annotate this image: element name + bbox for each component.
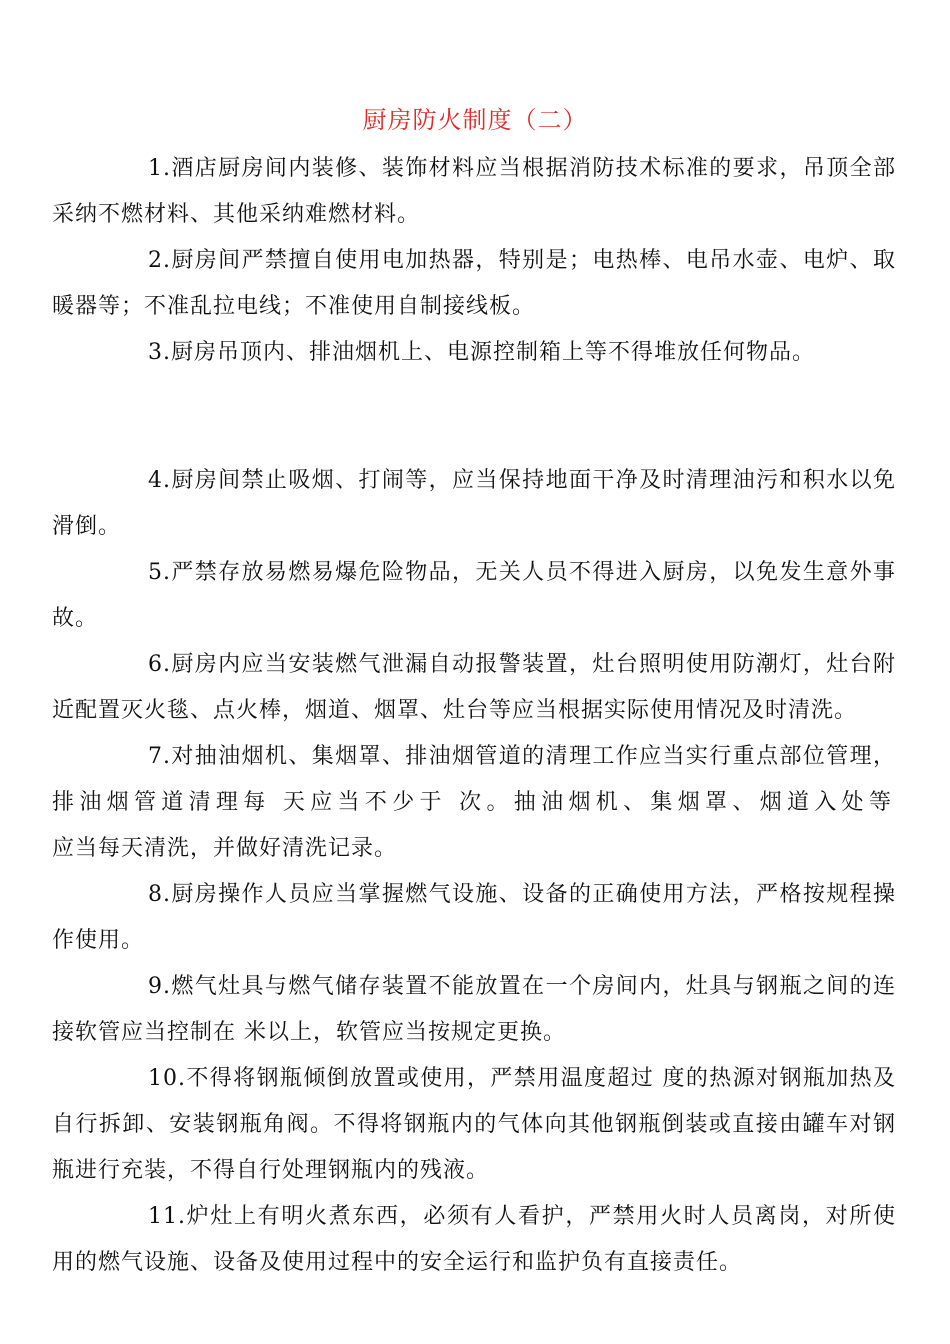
- rule-text: 炉灶上有明火煮东西，必须有人看护，严禁用火时人员离岗，对所使用的燃气设施、设备及使用过程中的安全运行和监护负有直接责任。: [52, 1204, 896, 1275]
- rule-item-1: [52, 146, 896, 238]
- rule-item-6: [52, 642, 896, 734]
- rule-item-10: [52, 1056, 896, 1194]
- rule-number: 6.: [148, 652, 171, 677]
- rule-text: 厨房操作人员应当掌握燃气设施、设备的正确使用方法，严格按规程操作使用。: [52, 882, 896, 953]
- rule-number: 5.: [148, 560, 171, 585]
- rule-text: 不得将钢瓶倾倒放置或使用，严禁用温度超过 度的热源对钢瓶加热及自行拆卸、安装钢瓶角阀。不得将钢瓶内的气体向其他钢瓶倒装或直接由罐车对钢瓶进行充装，不得自行处理钢瓶内的残液。: [52, 1066, 896, 1183]
- rule-number: 1.: [148, 156, 171, 181]
- rule-text: 厨房间禁止吸烟、打闹等，应当保持地面干净及时清理油污和积水以免滑倒。: [52, 468, 896, 539]
- rule-number: 11.: [148, 1204, 186, 1229]
- rule-text: 应当每天清洗，并做好清洗记录。: [52, 836, 398, 861]
- rule-number: 9.: [148, 974, 171, 999]
- rule-number: 3.: [148, 340, 171, 365]
- rule-item-9: [52, 964, 896, 1056]
- rule-text: 厨房间严禁擅自使用电加热器，特别是；电热棒、电吊水壶、电炉、取暖器等；不准乱拉电线；不准使用自制接线板。: [52, 248, 896, 319]
- rule-item-2: [52, 238, 896, 330]
- rule-number: 8.: [148, 882, 171, 907]
- rule-item-7: [52, 734, 896, 872]
- section-gap: [52, 376, 896, 458]
- document-title: 厨房防火制度（二）: [362, 106, 588, 134]
- rule-text: 酒店厨房间内装修、装饰材料应当根据消防技术标准的要求，吊顶全部采纳不燃材料、其他采纳难燃材料。: [52, 156, 896, 227]
- rule-text: 厨房内应当安装燃气泄漏自动报警装置，灶台照明使用防潮灯，灶台附近配置灭火毯、点火棒，烟道、烟罩、灶台等应当根据实际使用情况及时清洗。: [52, 652, 896, 723]
- rule-text: 严禁存放易燃易爆危险物品，无关人员不得进入厨房，以免发生意外事故。: [52, 560, 896, 631]
- rule-item-5: [52, 550, 896, 642]
- rule-item-8: [52, 872, 896, 964]
- rule-text: 排油烟管道清理每 天应当不少于 次。抽油烟机、集烟罩、烟道入处等: [52, 790, 896, 815]
- rule-text: 燃气灶具与燃气储存装置不能放置在一个房间内，灶具与钢瓶之间的连接软管应当控制在 米以上，软管应当按规定更换。: [52, 974, 896, 1045]
- rule-number: 7.: [148, 744, 171, 769]
- rule-item-11: [52, 1194, 896, 1286]
- rule-item-4: [52, 458, 896, 550]
- document-body: [52, 146, 896, 1286]
- rule-number: 10.: [148, 1066, 186, 1091]
- rule-number: 4.: [148, 468, 171, 493]
- rule-item-3: [52, 330, 896, 376]
- rule-text: 厨房吊顶内、排油烟机上、电源控制箱上等不得堆放任何物品。: [171, 340, 816, 365]
- rule-text: 对抽油烟机、集烟罩、排油烟管道的清理工作应当实行重点部位管理，: [171, 744, 896, 769]
- rule-number: 2.: [148, 248, 171, 273]
